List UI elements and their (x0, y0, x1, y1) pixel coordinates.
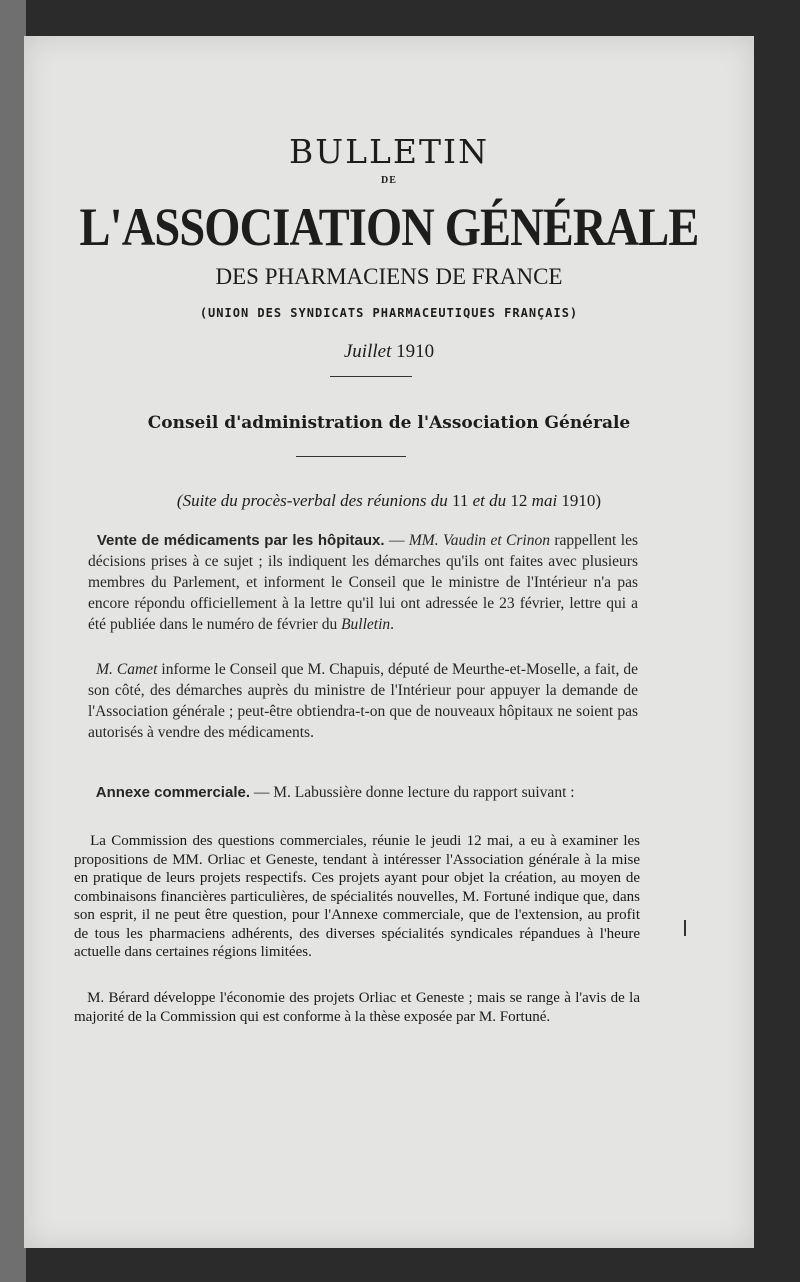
margin-mark (684, 920, 686, 936)
issue-date (24, 341, 754, 363)
paragraph-hopitaux: Vente de médicaments par les hôpitaux. — MM. Vaudin et Crinon rappellent les décisions prises à ce sujet ; ils indiquent les démarches qu'ils ont faites avec plusieurs membres du Parlement, et informent le Conseil que le ministre de l'Intérieur n'a pas encore répondu officiellement à la lettre qu'il lui ont adressée le 23 février, lettre qui a été publiée dans le numéro de février du Bulletin. (88, 532, 638, 633)
paragraph-camet: M. Camet informe le Conseil que M. Chapuis, député de Meurthe-et-Moselle, a fait, de son côté, des démarches auprès du ministre de l'Intérieur pour appuyer la demande de l'Association générale ; peut-être obtiendra-t-on que de nouveaux hôpitaux ne soient pas autorisés à vendre des médicaments. (88, 661, 638, 741)
paragraph-commission: La Commission des questions commerciales, réunie le jeudi 12 mai, a eu à examiner les propositions de MM. Orliac et Geneste, tendant à intéresser l'Association générale à la mise en pratique de leurs projets respectifs. Ces projets ayant pour objet la création, au moyen de combinaisons financières particulières, de spécialités nouvelles, M. Fortuné indique que, dans son esprit, il ne peut être question, pour l'Annexe commerciale, que de l'extension, au profit de tous les pharmaciens adhérents, des diverses spécialités syndicales répandues à l'heure actuelle dans certaines régions limitées. (74, 833, 641, 960)
paragraph-heading: Annexe commerciale. (95, 784, 250, 801)
section-subtitle: (Suite du procès-verbal des réunions du 11 et du 12 mai 1910) (176, 491, 602, 510)
masthead-de: DE (381, 175, 397, 186)
masthead-pharmaciens: DES PHARMACIENS DE FRANCE (215, 264, 563, 289)
divider-rule (296, 456, 406, 457)
masthead-union: (UNION DES SYNDICATS PHARMACEUTIQUES FRANÇAIS) (199, 306, 579, 320)
paragraph-annexe: Annexe commerciale. — M. Labussière donne lecture du rapport suivant : (95, 784, 575, 801)
paragraph-heading: Vente de médicaments par les hôpitaux. (96, 532, 385, 549)
paragraph-berard: M. Bérard développe l'économie des projets Orliac et Geneste ; mais se range à l'avis de la majorité de la Commission qui est conforme à la thèse exposée par M. Fortuné. (74, 990, 640, 1025)
issue-month: Juillet (343, 341, 392, 362)
document-page (24, 36, 754, 1248)
divider-rule (330, 376, 412, 377)
issue-year: 1910 (396, 341, 435, 362)
scanner-background (0, 0, 26, 1282)
masthead-bulletin: BULLETIN (289, 132, 489, 171)
section-title: Conseil d'administration de l'Association Générale (147, 413, 631, 433)
masthead-association: L'ASSOCIATION GÉNÉRALE (79, 197, 699, 257)
